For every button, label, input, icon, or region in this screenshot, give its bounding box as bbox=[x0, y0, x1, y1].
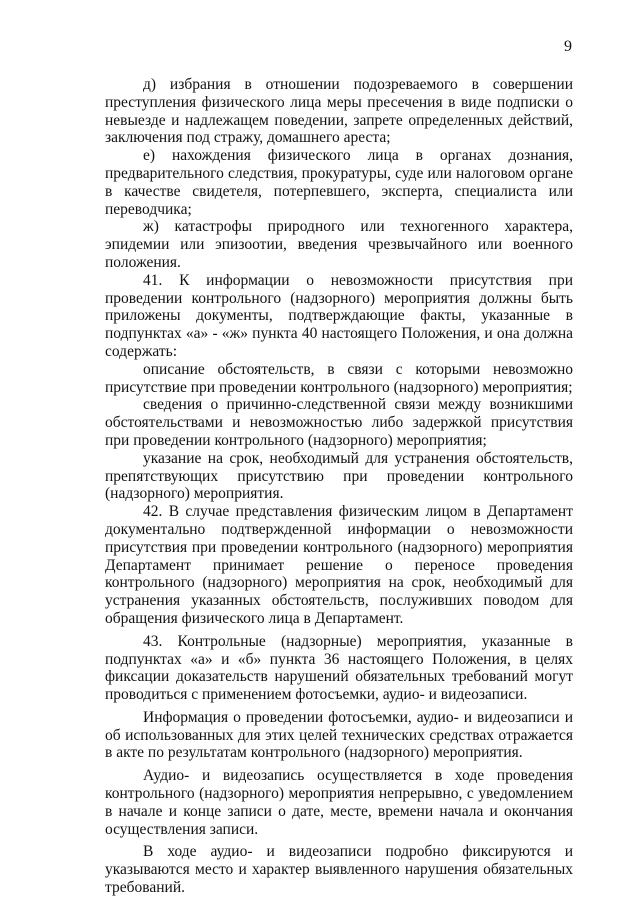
paragraph-item-d: д) избрания в отношении подозреваемого в совершении преступления физического лица меры пресечения в виде подписки о невыезде и надлежащем поведении, запрете определенных действий, заключения под стражу, домашнего ареста; bbox=[105, 76, 573, 147]
paragraph-continuous-recording: Аудио- и видеозапись осуществляется в ходе проведения контрольного (надзорного) мероприятия непрерывно, с уведомлением в начале и конце записи о дате, месте, времени начала и окончания осуществления записи. bbox=[105, 767, 573, 838]
paragraph-clause-41: 41. К информации о невозможности присутствия при проведении контрольного (надзорного) мероприятия должны быть приложены документы, подтверждающие факты, указанные в подпунктах «а» - «ж» пункта 40 настоящего Положения, и она должна содержать: bbox=[105, 271, 573, 360]
paragraph-causal-link: сведения о причинно-следственной связи между возникшими обстоятельствами и невозможностью либо задержкой присутствия при проведении контрольного (надзорного) мероприятия; bbox=[105, 396, 573, 449]
paragraph-circumstances-description: описание обстоятельств, в связи с которыми невозможно присутствие при проведении контрольного (надзорного) мероприятия; bbox=[105, 360, 573, 396]
paragraph-violation-recording: В ходе аудио- и видеозаписи подробно фиксируются и указываются место и характер выявленного нарушения обязательных требований. bbox=[105, 843, 573, 897]
page-number: 9 bbox=[564, 38, 572, 55]
paragraph-item-e: е) нахождения физического лица в органах дознания, предварительного следствия, прокуратуры, суде или налоговом органе в качестве свидетеля, потерпевшего, эксперта, специалиста или переводчика; bbox=[105, 147, 573, 218]
document-body bbox=[105, 76, 573, 897]
paragraph-clause-43: 43. Контрольные (надзорные) мероприятия, указанные в подпунктах «а» и «б» пункта 36 настоящего Положения, в целях фиксации доказательств нарушений обязательных требований могут проводиться с применением фотосъемки, аудио- и видеозаписи. bbox=[105, 632, 573, 704]
paragraph-elimination-term: указание на срок, необходимый для устранения обстоятельств, препятствующих присутствию при проведении контрольного (надзорного) мероприятия. bbox=[105, 449, 573, 503]
paragraph-item-zh: ж) катастрофы природного или техногенного характера, эпидемии или эпизоотии, введения чрезвычайного или военного положения. bbox=[105, 218, 573, 271]
paragraph-photo-info: Информация о проведении фотосъемки, аудио- и видеозаписи и об использованных для этих целей технических средствах отражается в акте по результатам контрольного (надзорного) мероприятия. bbox=[105, 708, 573, 762]
paragraph-clause-42: 42. В случае представления физическим лицом в Департамент документально подтвержденной информации о невозможности присутствия при проведении контрольного (надзорного) мероприятия Департамент принимает решение о переносе проведения контрольного (надзорного) мероприятия на срок, необходимый для устранения указанных обстоятельств, послуживших поводом для обращения физического лица в Департамент. bbox=[105, 503, 573, 627]
